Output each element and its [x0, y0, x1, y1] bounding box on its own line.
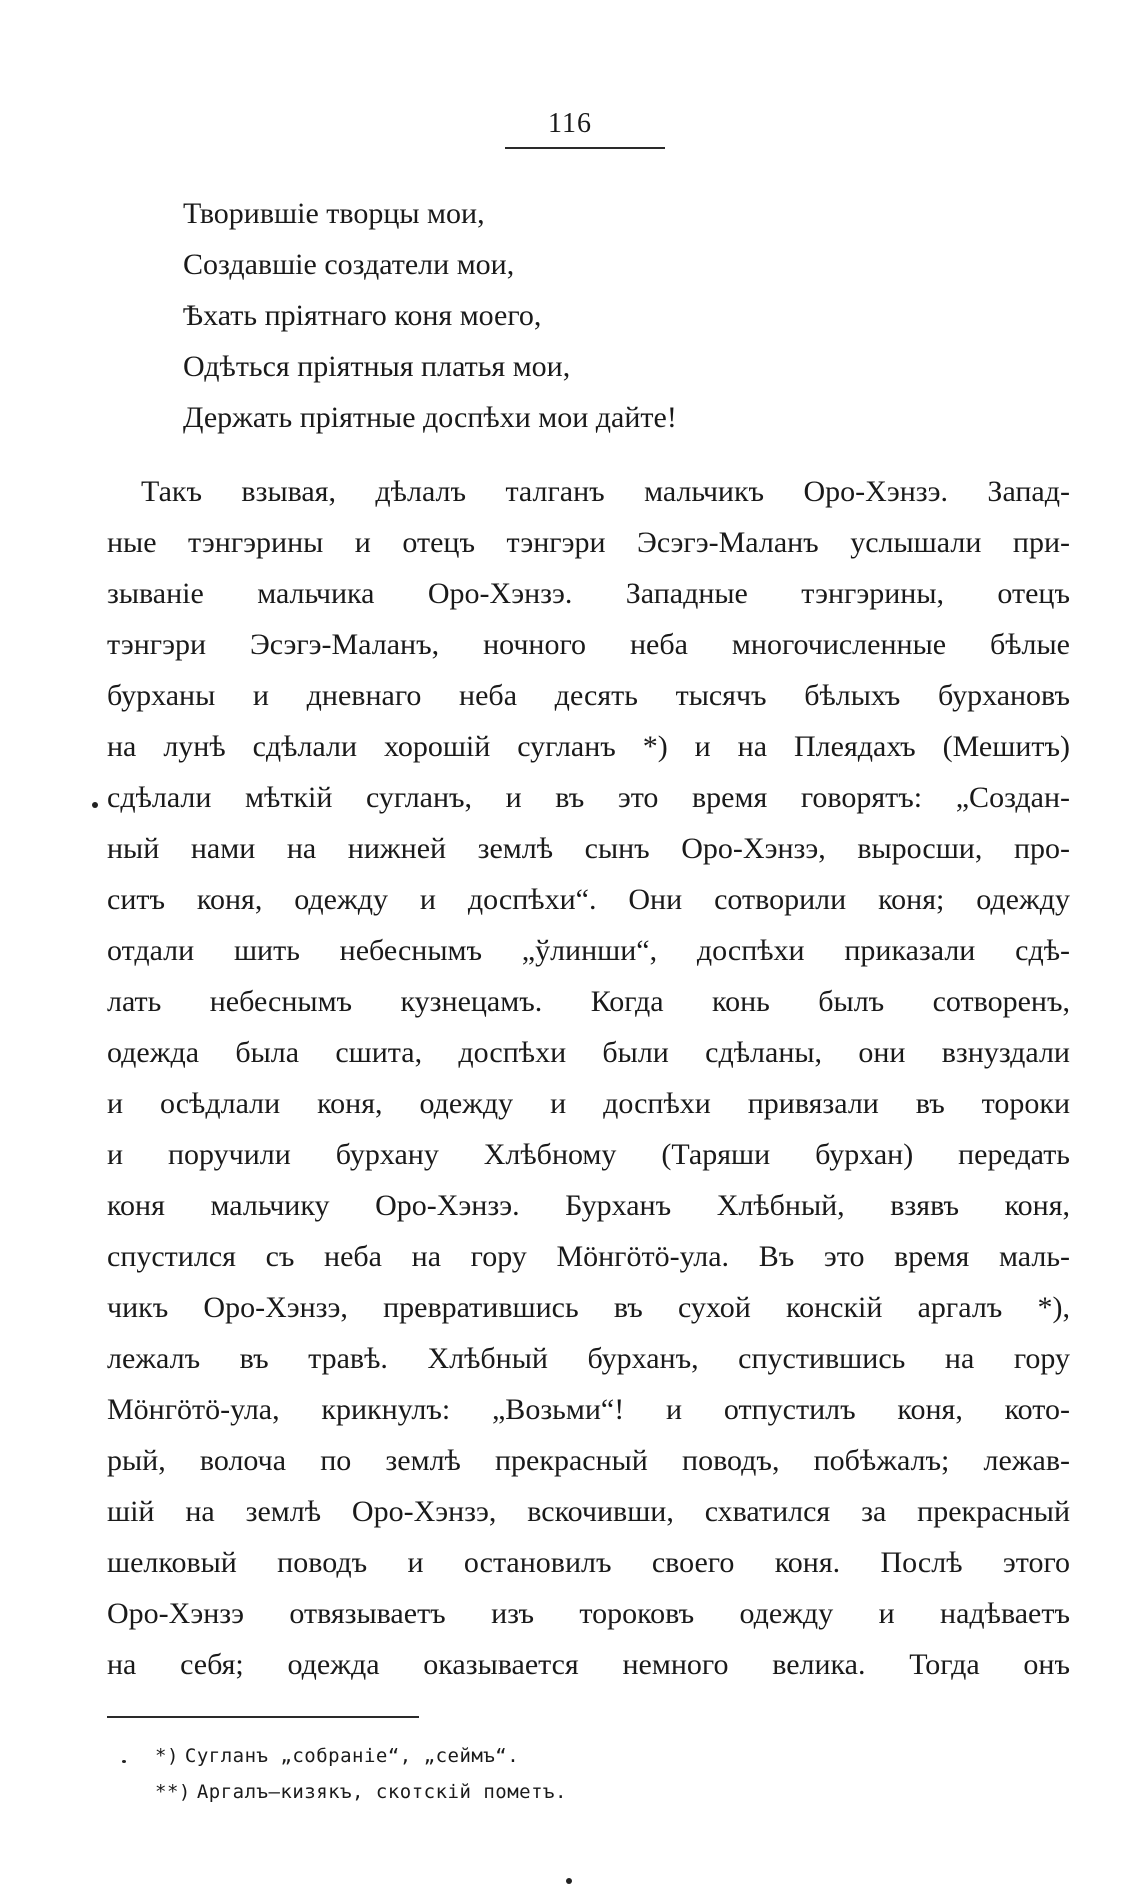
verse-line: Творившіе творцы мои,	[183, 197, 485, 230]
prose-line: зываніе мальчика Оро-Хэнзэ. Западные тэнгэрины, отецъ	[107, 577, 1070, 610]
prose-line: Такъ взывая, дѣлалъ талганъ мальчикъ Оро-Хэнзэ. Запад-	[141, 475, 1070, 508]
prose-line: шелковый поводъ и остановилъ своего коня. Послѣ этого	[107, 1546, 1070, 1579]
footnote	[155, 1738, 1035, 1774]
prose-line: Оро-Хэнзэ отвязываетъ изъ тороковъ одежду и надѣваетъ	[107, 1597, 1070, 1630]
footnote-mark: **)	[155, 1781, 191, 1803]
prose-line: и осѣдлали коня, одежду и доспѣхи привязали въ тороки	[107, 1087, 1070, 1120]
scan-speck	[122, 1760, 126, 1763]
prose-line: тэнгэри Эсэгэ-Маланъ, ночного неба многочисленные бѣлые	[107, 628, 1070, 661]
prose-line: лежалъ въ травѣ. Хлѣбный бурханъ, спустившись на гору	[107, 1342, 1070, 1375]
prose-line: и поручили бурхану Хлѣбному (Таряши бурхан) передать	[107, 1138, 1070, 1171]
footnote	[155, 1774, 1035, 1810]
prose-paragraph	[107, 466, 1070, 1690]
prose-line: сдѣлали мѣткій сугланъ, и въ это время говорятъ: „Создан-	[107, 781, 1070, 814]
footnote-text: Аргалъ—кизякъ, скотскій пометъ.	[196, 1781, 567, 1803]
prose-line: ные тэнгэрины и отецъ тэнгэри Эсэгэ-Маланъ услышали при-	[107, 526, 1070, 559]
footnotes	[155, 1738, 1035, 1810]
verse-line: Держать пріятные доспѣхи мои дайте!	[183, 401, 677, 434]
prose-line: спустился съ неба на гору Мӧнгӧтӧ-ула. Въ это время маль-	[107, 1240, 1070, 1273]
verse-line: Одѣться пріятныя платья мои,	[183, 350, 571, 383]
verse-line: Создавшіе создатели мои,	[183, 248, 515, 281]
footnote-text: Сугланъ „собраніе“, „сеймъ“.	[184, 1745, 520, 1767]
verse-block	[183, 188, 1003, 443]
scan-speck	[566, 1878, 572, 1884]
prose-line: одежда была сшита, доспѣхи были сдѣланы, они взнуздали	[107, 1036, 1070, 1069]
prose-line: коня мальчику Оро-Хэнзэ. Бурханъ Хлѣбный, взявъ коня,	[107, 1189, 1070, 1222]
prose-line: на себя; одежда оказывается немного велика. Тогда онъ	[107, 1648, 1070, 1681]
prose-line: чикъ Оро-Хэнзэ, превратившись въ сухой конскій аргалъ *),	[107, 1291, 1070, 1324]
page-number-rule	[505, 147, 665, 149]
prose-line: на лунѣ сдѣлали хорошій сугланъ *) и на Плеядахъ (Мешитъ)	[107, 730, 1070, 763]
prose-line: бурханы и дневнаго неба десять тысячъ бѣлыхъ бурхановъ	[107, 679, 1070, 712]
prose-line: ситъ коня, одежду и доспѣхи“. Они сотворили коня; одежду	[107, 883, 1070, 916]
prose-line: ный нами на нижней землѣ сынъ Оро-Хэнзэ, выросши, про-	[107, 832, 1070, 865]
prose-line: шій на землѣ Оро-Хэнзэ, вскочивши, схватился за прекрасный	[107, 1495, 1070, 1528]
verse-line: Ѣхать пріятнаго коня моего,	[183, 299, 542, 332]
prose-line: лать небеснымъ кузнецамъ. Когда конь былъ сотворенъ,	[107, 985, 1070, 1018]
footnote-mark: *)	[155, 1745, 179, 1767]
prose-line: отдали шить небеснымъ „ўлинши“, доспѣхи приказали сдѣ-	[107, 934, 1070, 967]
footnote-rule	[107, 1716, 419, 1718]
page-number: 116	[548, 108, 592, 139]
prose-line: Мӧнгӧтӧ-ула, крикнулъ: „Возьми“! и отпустилъ коня, кото-	[107, 1393, 1070, 1426]
scan-speck	[92, 802, 98, 808]
prose-line: рый, волоча по землѣ прекрасный поводъ, побѣжалъ; лежав-	[107, 1444, 1070, 1477]
